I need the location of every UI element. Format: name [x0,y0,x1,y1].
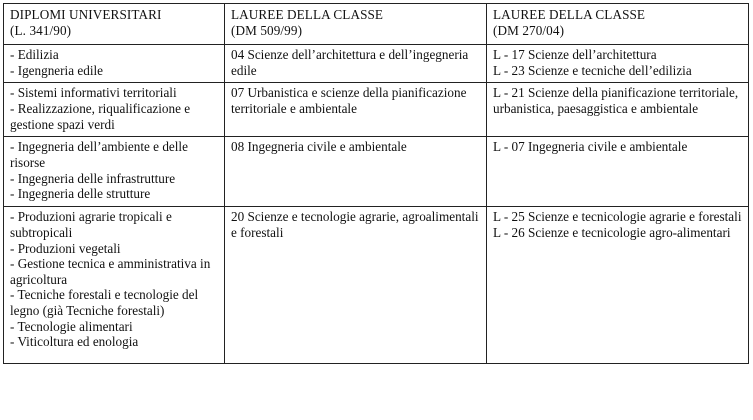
list-item: - Tecniche forestali e tecnologie del legno (già Tecniche forestali) [10,287,199,318]
list-item: L - 23 Scienze e tecniche dell’edilizia [493,62,692,78]
class-name: 07 Urbanistica e scienze della pianificazione territoriale e ambientale [231,85,467,116]
header-law-reference: (DM 509/99) [231,22,303,38]
header-title: DIPLOMI UNIVERSITARI [10,7,162,22]
list-item: L - 21 Scienze della pianificazione territoriale, urbanistica, paesaggistica e ambientale [493,85,739,116]
table-row [4,83,749,137]
diplomi-cell [4,83,225,137]
header-title: LAUREE DELLA CLASSE [493,7,646,22]
list-item: - Viticoltura ed enologia [10,334,139,350]
header-diplomi-universitari [4,4,225,45]
table-header-row [4,4,749,45]
dm509-cell [225,137,487,207]
table-row [4,207,749,364]
header-law-reference: (DM 270/04) [493,22,565,38]
class-name: 20 Scienze e tecnologie agrarie, agroalimentali e forestali [231,209,479,240]
list-item: - Gestione tecnica e amministrativa in agricoltura [10,256,211,287]
dm509-cell [225,207,487,364]
list-item: - Ingegneria delle strutture [10,186,151,202]
dm270-cell [487,207,749,364]
list-item: - Edilizia [10,47,59,63]
dm270-cell [487,45,749,83]
table-row [4,45,749,83]
list-item: - Tecnologie alimentari [10,318,133,334]
list-item: - Ingegneria dell’ambiente e delle risorse [10,139,188,170]
diplomi-cell [4,45,225,83]
dm509-cell [225,83,487,137]
list-item: L - 07 Ingegneria civile e ambientale [493,139,688,155]
dm509-cell [225,45,487,83]
diplomi-cell [4,207,225,364]
header-lauree-dm270 [487,4,749,45]
list-item: - Produzioni agrarie tropicali e subtropicali [10,209,172,240]
list-item: - Realizzazione, riqualificazione e gestione spazi verdi [10,100,191,132]
dm270-cell [487,137,749,207]
list-item: - Ingegneria delle infrastrutture [10,170,176,186]
dm270-cell [487,83,749,137]
table-row [4,137,749,207]
list-item: - Sistemi informativi territoriali [10,85,177,101]
list-item: L - 25 Scienze e tecnicologie agrarie e forestali [493,209,742,225]
class-name: 04 Scienze dell’architettura e dell’ingegneria edile [231,47,469,78]
header-title: LAUREE DELLA CLASSE [231,7,384,22]
list-item: L - 17 Scienze dell’architettura [493,47,657,63]
degree-equivalence-table [3,3,749,364]
list-item: - Igengneria edile [10,62,103,78]
header-law-reference: (L. 341/90) [10,22,72,38]
diplomi-cell [4,137,225,207]
header-lauree-dm509 [225,4,487,45]
list-item: L - 26 Scienze e tecnicologie agro-alimentari [493,224,731,240]
class-name: 08 Ingegneria civile e ambientale [231,139,407,155]
list-item: - Produzioni vegetali [10,240,121,256]
